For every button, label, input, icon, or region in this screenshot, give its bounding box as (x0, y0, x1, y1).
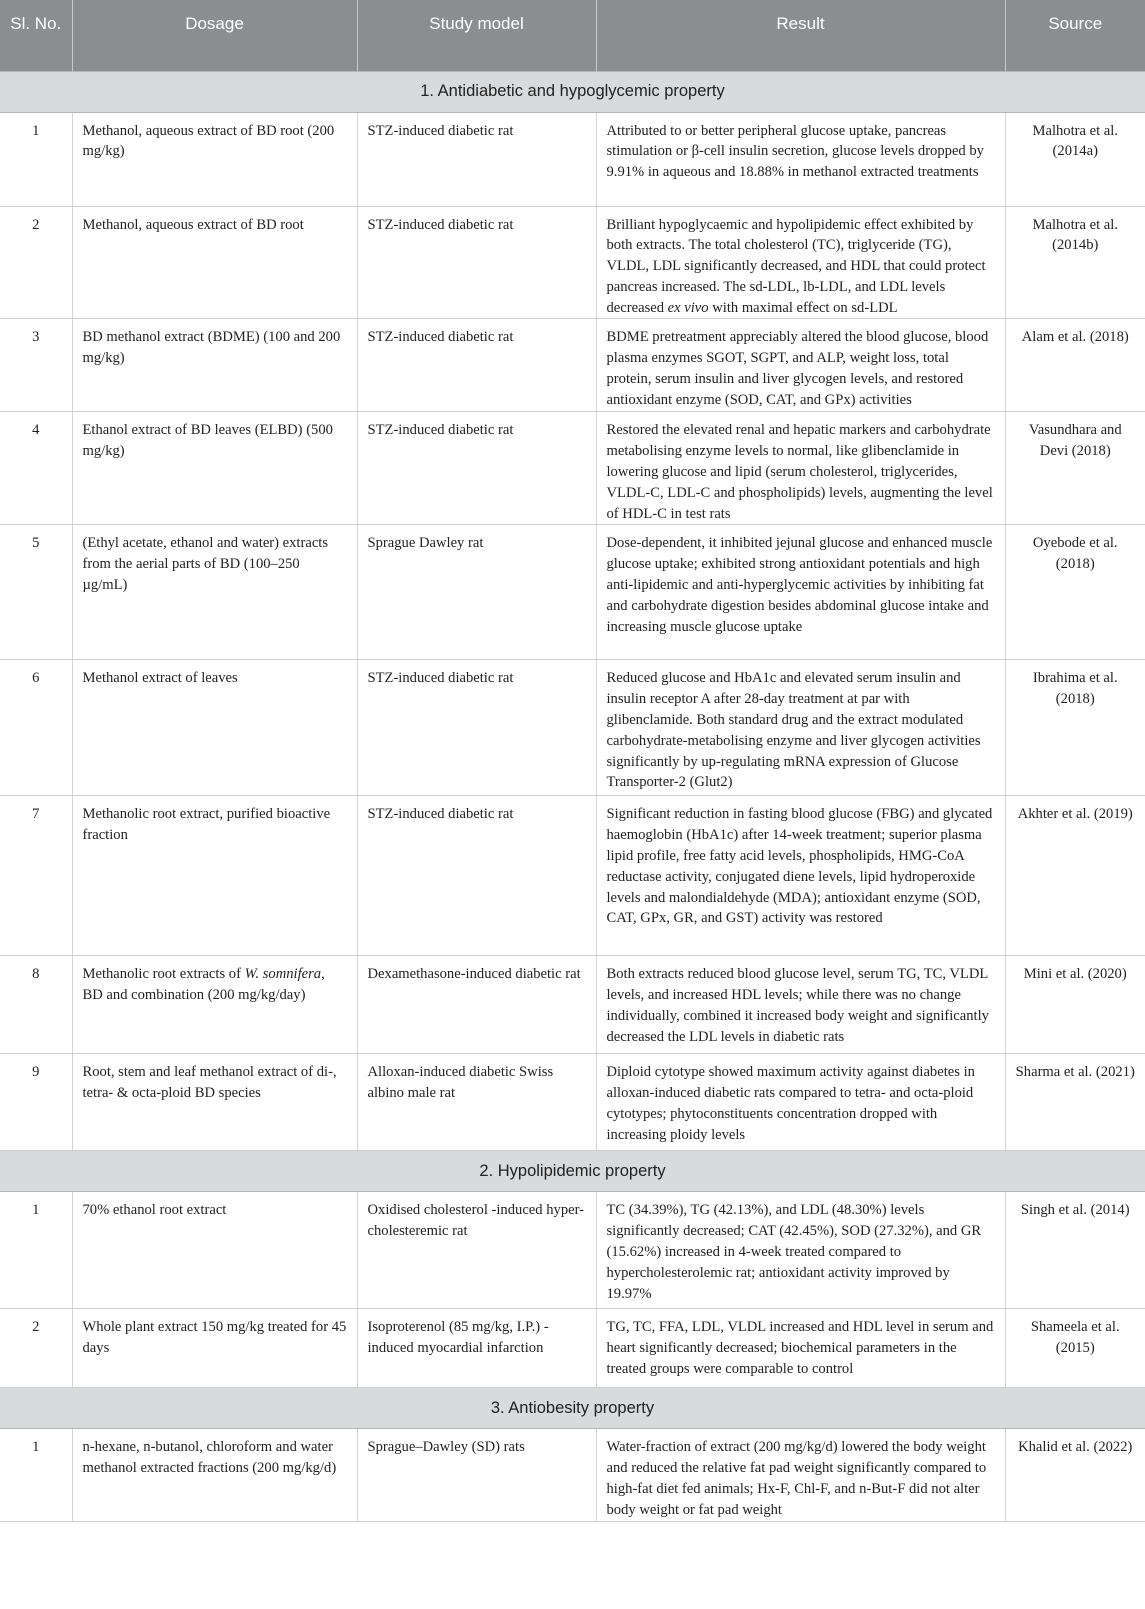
table-row (0, 796, 1145, 956)
section-title: 1. Antidiabetic and hypoglycemic property (0, 71, 1145, 112)
cell-result: Dose-dependent, it inhibited jejunal glucose and enhanced muscle glucose uptake; exhibited strong antioxidant potentials and high anti-lipidemic and anti-hyperglycemic activities by inhibiting fat and carbohydrate digestion besides abdominal glucose intake and increasing muscle glucose uptake (596, 525, 1005, 660)
cell-result: Water-fraction of extract (200 mg/kg/d) lowered the body weight and reduced the relative fat pad weight significantly compared to high-fat diet fed animals; Hx-F, Chl-F, and n-But-F did not alter body weight or fat pad weight (596, 1429, 1005, 1521)
section-header-row (0, 1151, 1145, 1192)
table-row (0, 1429, 1145, 1521)
cell-study-model: Dexamethasone-induced diabetic rat (357, 956, 596, 1054)
table-row (0, 112, 1145, 206)
cell-sl-no: 2 (0, 1309, 72, 1388)
section-header-row (0, 1388, 1145, 1429)
section-title: 2. Hypolipidemic property (0, 1151, 1145, 1192)
table-row (0, 1192, 1145, 1309)
cell-dosage: Root, stem and leaf methanol extract of di-, tetra- & octa-ploid BD species (72, 1054, 357, 1151)
table-row (0, 660, 1145, 796)
cell-study-model: Oxidised cholesterol -induced hyper-cholesteremic rat (357, 1192, 596, 1309)
header-source: Source (1005, 0, 1145, 71)
cell-study-model: STZ-induced diabetic rat (357, 660, 596, 796)
cell-dosage: Methanol, aqueous extract of BD root (72, 206, 357, 319)
table-row (0, 1309, 1145, 1388)
header-dosage: Dosage (72, 0, 357, 71)
cell-result: TC (34.39%), TG (42.13%), and LDL (48.30%) levels significantly decreased; CAT (42.45%), SOD (27.32%), and GR (15.62%) increased in 4-week treated compared to hypercholesterolemic rat; antioxidant activity improved by 19.97% (596, 1192, 1005, 1309)
cell-dosage: BD methanol extract (BDME) (100 and 200 mg/kg) (72, 319, 357, 412)
cell-source: Ibrahima et al. (2018) (1005, 660, 1145, 796)
cell-result: Significant reduction in fasting blood glucose (FBG) and glycated haemoglobin (HbA1c) after 14-week treatment; superior plasma lipid profile, free fatty acid levels, phospholipids, HMG-CoA reductase activity, conjugated diene levels, lipid hydroperoxide levels and malondialdehyde (MDA); antioxidant enzyme (SOD, CAT, GPx, GR, and GST) activity was restored (596, 796, 1005, 956)
cell-result: BDME pretreatment appreciably altered the blood glucose, blood plasma enzymes SGOT, SGPT, and ALP, weight loss, total protein, serum insulin and liver glycogen levels, and restored antioxidant enzyme (SOD, CAT, and GPx) activities (596, 319, 1005, 412)
cell-source: Shameela et al. (2015) (1005, 1309, 1145, 1388)
table-row (0, 319, 1145, 412)
cell-dosage: Ethanol extract of BD leaves (ELBD) (500 mg/kg) (72, 412, 357, 525)
cell-sl-no: 1 (0, 1192, 72, 1309)
cell-sl-no: 3 (0, 319, 72, 412)
cell-study-model: Sprague Dawley rat (357, 525, 596, 660)
header-row (0, 0, 1145, 71)
cell-sl-no: 1 (0, 1429, 72, 1521)
section-header-row (0, 71, 1145, 112)
cell-source: Alam et al. (2018) (1005, 319, 1145, 412)
cell-sl-no: 8 (0, 956, 72, 1054)
cell-sl-no: 6 (0, 660, 72, 796)
cell-dosage: Methanol extract of leaves (72, 660, 357, 796)
cell-result: Brilliant hypoglycaemic and hypolipidemic effect exhibited by both extracts. The total cholesterol (TC), triglyceride (TG), VLDL, LDL significantly decreased, and HDL that could protect pancreas increased. The sd-LDL, lb-LDL, and LDL levels decreased ex vivo with maximal effect on sd-LDL (596, 206, 1005, 319)
cell-dosage: Methanol, aqueous extract of BD root (200 mg/kg) (72, 112, 357, 206)
section-title: 3. Antiobesity property (0, 1388, 1145, 1429)
cell-dosage: Methanolic root extracts of W. somnifera, BD and combination (200 mg/kg/day) (72, 956, 357, 1054)
cell-study-model: STZ-induced diabetic rat (357, 319, 596, 412)
cell-sl-no: 7 (0, 796, 72, 956)
cell-study-model: STZ-induced diabetic rat (357, 112, 596, 206)
header-study-model: Study model (357, 0, 596, 71)
cell-result: Both extracts reduced blood glucose level, serum TG, TC, VLDL levels, and increased HDL levels; while there was no change individually, combined it increased body weight and significantly decreased the LDL levels in diabetic rats (596, 956, 1005, 1054)
cell-result: Restored the elevated renal and hepatic markers and carbohydrate metabolising enzyme levels to normal, like glibenclamide in lowering glucose and lipid (serum cholesterol, triglycerides, VLDL-C, LDL-C and phospholipids) levels, augmenting the level of HDL-C in test rats (596, 412, 1005, 525)
table-row (0, 1054, 1145, 1151)
cell-study-model: STZ-induced diabetic rat (357, 412, 596, 525)
cell-dosage: Whole plant extract 150 mg/kg treated for 45 days (72, 1309, 357, 1388)
cell-study-model: Isoproterenol (85 mg/kg, I.P.) -induced myocardial infarction (357, 1309, 596, 1388)
cell-study-model: STZ-induced diabetic rat (357, 796, 596, 956)
cell-result: TG, TC, FFA, LDL, VLDL increased and HDL level in serum and heart significantly decreased; biochemical parameters in the treated groups were comparable to control (596, 1309, 1005, 1388)
table-row (0, 206, 1145, 319)
table-row (0, 956, 1145, 1054)
cell-sl-no: 2 (0, 206, 72, 319)
cell-study-model: Alloxan-induced diabetic Swiss albino male rat (357, 1054, 596, 1151)
cell-source: Malhotra et al. (2014a) (1005, 112, 1145, 206)
cell-source: Oyebode et al. (2018) (1005, 525, 1145, 660)
cell-study-model: STZ-induced diabetic rat (357, 206, 596, 319)
cell-dosage: (Ethyl acetate, ethanol and water) extracts from the aerial parts of BD (100–250 µg/mL) (72, 525, 357, 660)
cell-source: Malhotra et al. (2014b) (1005, 206, 1145, 319)
cell-result: Diploid cytotype showed maximum activity against diabetes in alloxan-induced diabetic rats compared to tetra- and octa-ploid cytotypes; phytoconstituents concentration dropped with increasing ploidy levels (596, 1054, 1005, 1151)
cell-dosage: Methanolic root extract, purified bioactive fraction (72, 796, 357, 956)
cell-sl-no: 4 (0, 412, 72, 525)
cell-result: Reduced glucose and HbA1c and elevated serum insulin and insulin receptor A after 28-day treatment at par with glibenclamide. Both standard drug and the extract modulated carbohydrate-metabolising enzyme and liver glycogen activities significantly by up-regulating mRNA expression of Glucose Transporter-2 (Glut2) (596, 660, 1005, 796)
cell-source: Sharma et al. (2021) (1005, 1054, 1145, 1151)
cell-dosage: 70% ethanol root extract (72, 1192, 357, 1309)
table-row (0, 525, 1145, 660)
cell-source: Mini et al. (2020) (1005, 956, 1145, 1054)
cell-sl-no: 1 (0, 112, 72, 206)
cell-dosage: n-hexane, n-butanol, chloroform and water methanol extracted fractions (200 mg/kg/d) (72, 1429, 357, 1521)
header-sl-no: Sl. No. (0, 0, 72, 71)
cell-result: Attributed to or better peripheral glucose uptake, pancreas stimulation or β-cell insulin secretion, glucose levels dropped by 9.91% in aqueous and 18.88% in methanol extracted treatments (596, 112, 1005, 206)
cell-source: Singh et al. (2014) (1005, 1192, 1145, 1309)
cell-source: Vasundhara and Devi (2018) (1005, 412, 1145, 525)
cell-study-model: Sprague–Dawley (SD) rats (357, 1429, 596, 1521)
cell-source: Khalid et al. (2022) (1005, 1429, 1145, 1521)
cell-source: Akhter et al. (2019) (1005, 796, 1145, 956)
cell-sl-no: 9 (0, 1054, 72, 1151)
cell-sl-no: 5 (0, 525, 72, 660)
table-row (0, 412, 1145, 525)
header-result: Result (596, 0, 1005, 71)
